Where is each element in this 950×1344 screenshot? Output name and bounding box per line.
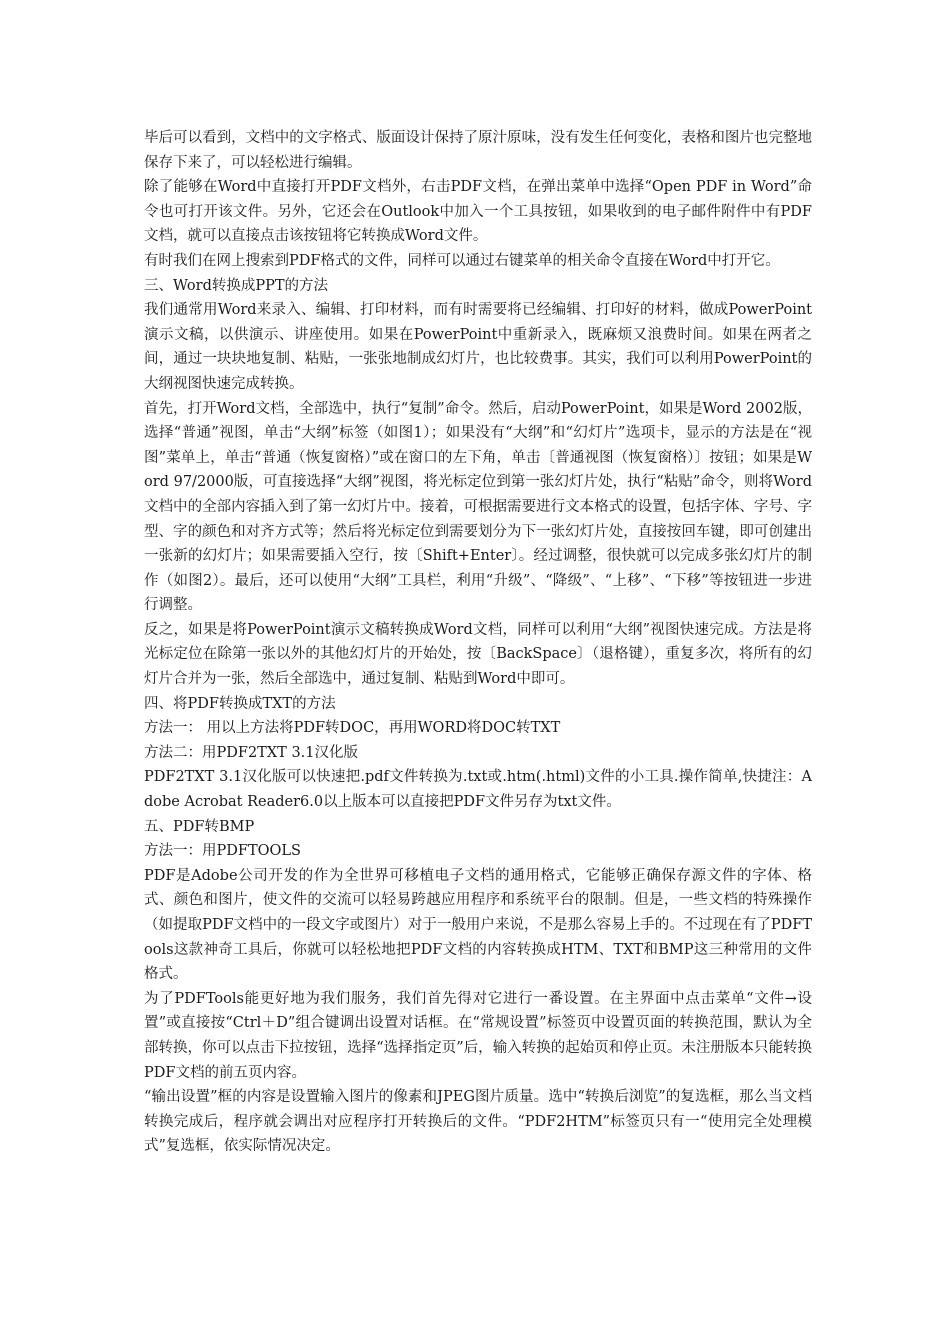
paragraph-pdf2txt-desc: PDF2TXT 3.1汉化版可以快速把.pdf文件转换为.txt或.htm(.html)文件的小工具.操作简单,快捷注：Adobe Acrobat Reader6.0以上版本可以直接把PDF文件另存为txt文件。 — [144, 769, 812, 811]
paragraph-output-settings: “输出设置”框的内容是设置输入图片的像素和JPEG图片质量。选中“转换后浏览”的复选框，那么当文档转换完成后，程序就会调出对应程序打开转换后的文件。“PDF2HTM”标签页只有一“使用完全处理模式”复选框，依实际情况决定。 — [144, 1089, 812, 1155]
paragraph-pdf-format-desc: PDF是Adobe公司开发的作为全世界可移植电子文档的通用格式，它能够正确保存源文件的字体、格式、颜色和图片，使文件的交流可以轻易跨越应用程序和系统平台的限制。但是，一些文档的特殊操作（如提取PDF文档中的一段文字或图片）对于一般用户来说，不是那么容易上手的。不过现在有了PDFTools这款神奇工具后，你就可以轻松地把PDF文档的内容转换成HTM、TXT和BMP这三种常用的文件格式。 — [144, 867, 812, 983]
paragraph-pdftools-settings: 为了PDFTools能更好地为我们服务，我们首先得对它进行一番设置。在主界面中点击菜单“文件→设置”或直接按“Ctrl＋D”组合键调出设置对话框。在“常规设置”标签页中设置页面的转换范围，默认为全部转换，你可以点击下拉按钮，选择“选择指定页”后，输入转换的起始页和停止页。未注册版本只能转换PDF文档的前五页内容。 — [144, 990, 812, 1081]
section-heading-pdf-to-txt: 四、将PDF转换成TXT的方法 — [144, 695, 336, 712]
paragraph-ppt-intro: 我们通常用Word来录入、编辑、打印材料，而有时需要将已经编辑、打印好的材料，做成PowerPoint演示文稿，以供演示、讲座使用。如果在PowerPoint中重新录入，既麻烦又浪费时间。如果在两者之间，通过一块块地复制、粘贴，一张张地制成幻灯片，也比较费事。其实，我们可以利用PowerPoint的大纲视图快速完成转换。 — [144, 302, 812, 392]
paragraph-method-two: 方法二：用PDF2TXT 3.1汉化版 — [144, 744, 359, 761]
paragraph-open-pdf-in-word: 除了能够在Word中直接打开PDF文档外，右击PDF文档，在弹出菜单中选择“Open PDF in Word”命令也可打开该文件。另外，它还会在Outlook中加入一个工具按钮，如果收到的电子邮件附件中有PDF文档，就可以直接点击该按钮将它转换成Word文件。 — [144, 179, 812, 245]
paragraph-pdftools-method: 方法一：用PDFTOOLS — [144, 843, 301, 860]
section-heading-word-to-ppt: 三、Word转换成PPT的方法 — [144, 277, 329, 294]
document-body — [144, 126, 812, 1159]
paragraph-ppt-to-word: 反之，如果是将PowerPoint演示文稿转换成Word文档，同样可以利用“大纲”视图快速完成。方法是将光标定位在除第一张以外的其他幻灯片的开始处，按〔BackSpace〕（退格键），重复多次，将所有的幻灯片合并为一张，然后全部选中，通过复制、粘贴到Word中即可。 — [144, 621, 812, 688]
paragraph-method-one: 方法一： 用以上方法将PDF转DOC，再用WORD将DOC转TXT — [144, 720, 561, 737]
paragraph-right-click-menu: 有时我们在网上搜索到PDF格式的文件，同样可以通过右键菜单的相关命令直接在Word中打开它。 — [144, 252, 780, 269]
paragraph-ppt-steps: 首先，打开Word文档，全部选中，执行“复制”命令。然后，启动PowerPoint，如果是Word 2002版，选择“普通”视图，单击“大纲”标签（如图1）；如果没有“大纲”和“幻灯片”选项卡，显示的方法是在“视图”菜单上，单击“普通（恢复窗格）”或在窗口的左下角，单击〔普通视图（恢复窗格）〕按钮；如果是Word 97/2000版，可直接选择“大纲”视图，将光标定位到第一张幻灯片处，执行“粘贴”命令，则将Word文档中的全部内容插入到了第一幻灯片中。接着，可根据需要进行文本格式的设置，包括字体、字号、字型、字的颜色和对齐方式等；然后将光标定位到需要划分为下一张幻灯片处，直接按回车键，即可创建出一张新的幻灯片；如果需要插入空行，按〔Shift+Enter〕。经过调整，很快就可以完成多张幻灯片的制作（如图2）。最后，还可以使用“大纲”工具栏，利用“升级”、“降级”、“上移”、“下移”等按钮进一步进行调整。 — [144, 400, 812, 614]
paragraph-continuation: 毕后可以看到，文档中的文字格式、版面设计保持了原汁原味，没有发生任何变化，表格和图片也完整地保存下来了，可以轻松进行编辑。 — [144, 130, 812, 171]
section-heading-pdf-to-bmp: 五、PDF转BMP — [144, 818, 255, 835]
